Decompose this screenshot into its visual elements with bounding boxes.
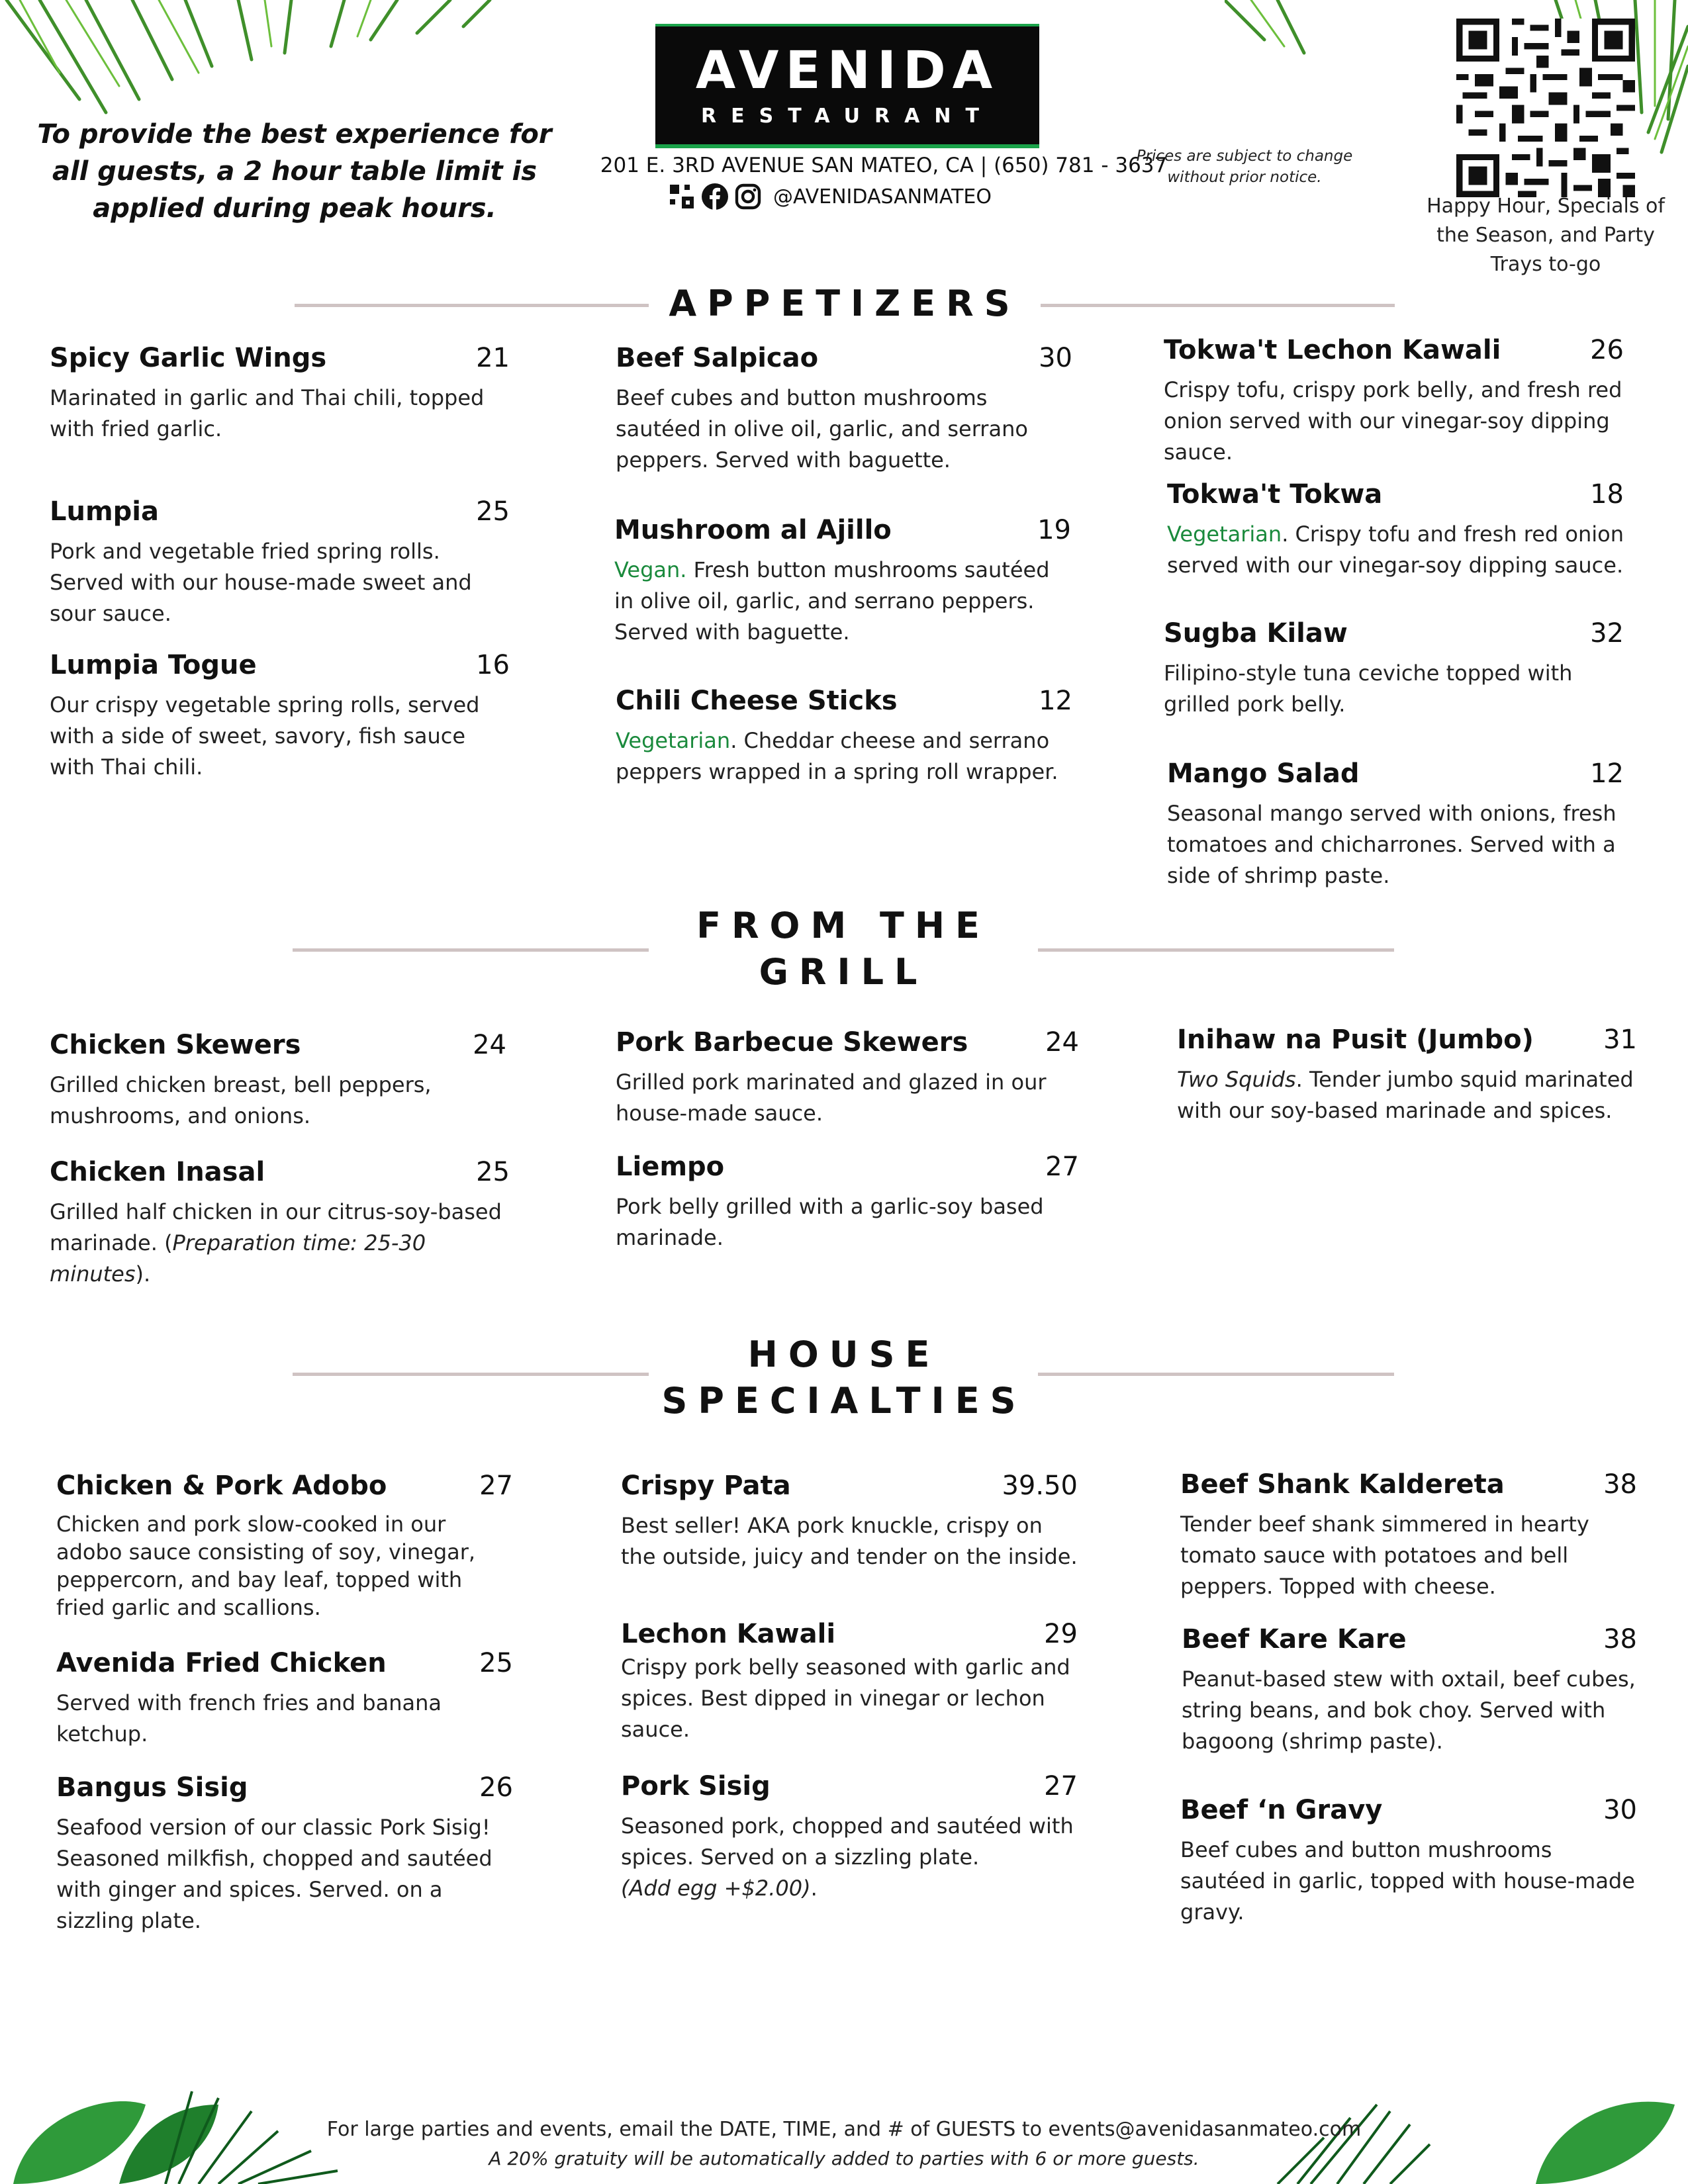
item-price: 32 (1590, 618, 1624, 649)
item-description: Beef cubes and button mushrooms sautéed in garlic, topped with house-made gravy. (1180, 1837, 1635, 1925)
item-price: 38 (1603, 1469, 1637, 1500)
item-description: Seafood version of our classic Pork Sisig! Seasoned milkfish, chopped and sautéed with ginger and spices. Served. on a sizzling plate. (56, 1815, 492, 1933)
menu-item (50, 1157, 510, 1290)
item-description: Crispy tofu, crispy pork belly, and fresh red onion served with our vinegar-soy dipping sauce. (1164, 377, 1622, 465)
item-description (621, 1811, 1078, 1904)
social-links (669, 180, 992, 213)
menu-item (616, 686, 1072, 788)
item-name: Beef ‘n Gravy (1180, 1795, 1383, 1825)
item-name: Pork Sisig (621, 1771, 771, 1801)
item-price: 38 (1603, 1624, 1637, 1655)
item-price: 25 (479, 1648, 513, 1678)
item-name: Tokwa't Tokwa (1167, 479, 1383, 510)
item-description: Filipino-style tuna ceviche topped with grilled pork belly. (1164, 660, 1573, 717)
item-price: 29 (1044, 1619, 1078, 1649)
section-title-grill (649, 903, 1038, 995)
item-description (1167, 519, 1624, 581)
item-name: Spicy Garlic Wings (50, 343, 327, 373)
restaurant-logo (655, 24, 1039, 148)
item-description: Chicken and pork slow-cooked in our adobo sauce consisting of soy, vinegar, peppercorn, and bay leaf, topped with fried garlic and scallions. (56, 1512, 476, 1620)
item-name: Beef Shank Kaldereta (1180, 1469, 1505, 1500)
item-description: Beef cubes and button mushrooms sautéed in olive oil, garlic, and serrano peppers. Served with baguette. (616, 385, 1028, 473)
item-description: Served with french fries and banana ketchup. (56, 1690, 442, 1747)
vegetarian-tag: Vegetarian (1167, 522, 1282, 547)
item-name: Chicken & Pork Adobo (56, 1471, 387, 1501)
item-price: 30 (1603, 1795, 1637, 1825)
item-name: Chicken Inasal (50, 1157, 265, 1187)
item-name: Mushroom al Ajillo (614, 515, 892, 545)
section-title-line: FROM THE (696, 905, 990, 946)
item-description-text: . Crispy tofu and fresh red onion served with our vinegar-soy dipping sauce. (1167, 522, 1624, 578)
qr-small-icon (669, 183, 695, 210)
section-rule (293, 1373, 649, 1376)
item-name: Liempo (616, 1152, 725, 1182)
qr-code[interactable] (1456, 19, 1635, 197)
item-name: Tokwa't Lechon Kawali (1164, 335, 1501, 365)
item-name: Avenida Fried Chicken (56, 1648, 387, 1678)
section-rule (295, 304, 649, 307)
item-price: 27 (479, 1471, 513, 1501)
logo-name: AVENIDA (695, 41, 1000, 101)
item-description: Peanut-based stew with oxtail, beef cubes, string beans, and bok choy. Served with bagoong (shrimp paste). (1182, 1666, 1636, 1754)
section-title-line: HOUSE (747, 1334, 941, 1375)
restaurant-address: 201 E. 3RD AVENUE SAN MATEO, CA | (650) 781 - 3637 (600, 154, 1168, 177)
item-description: Tender beef shank simmered in hearty tomato sauce with potatoes and bell peppers. Topped with cheese. (1180, 1512, 1589, 1599)
price-change-note: Prices are subject to change without prior notice. (1136, 148, 1353, 186)
item-description-text: Grilled half chicken in our citrus-soy-based marinade. ( (50, 1199, 502, 1255)
item-name: Chili Cheese Sticks (616, 686, 898, 716)
gratuity-note: A 20% gratuity will be automatically added to parties with 6 or more guests. (489, 2148, 1199, 2169)
section-title-line: GRILL (759, 951, 928, 993)
menu-item (56, 1772, 513, 1936)
table-limit-policy: To provide the best experience for all guests, a 2 hour table limit is applied during peak hours. (37, 119, 552, 224)
item-description: Pork belly grilled with a garlic-soy based marinade. (616, 1194, 1044, 1250)
item-description: Crispy pork belly seasoned with garlic and spices. Best dipped in vinegar or lechon sauce. (621, 1655, 1070, 1742)
menu-item (616, 343, 1072, 476)
social-handle[interactable]: @AVENIDASANMATEO (773, 185, 992, 208)
item-name: Pork Barbecue Skewers (616, 1027, 968, 1058)
item-name: Sugba Kilaw (1164, 618, 1348, 649)
item-description-lead: Two Squids (1177, 1067, 1296, 1092)
menu-item (621, 1619, 1078, 1745)
section-rule (1041, 304, 1395, 307)
item-price: 12 (1039, 686, 1072, 716)
menu-item (621, 1771, 1078, 1904)
vegetarian-tag: Vegetarian (616, 728, 731, 753)
item-price: 31 (1603, 1024, 1637, 1055)
item-description (616, 725, 1072, 788)
menu-item (1182, 1624, 1637, 1757)
menu-item (621, 1471, 1078, 1572)
menu-item (616, 1027, 1079, 1129)
item-price: 27 (1044, 1771, 1078, 1801)
menu-item (50, 1030, 506, 1132)
menu-item (1167, 479, 1624, 581)
item-price: 26 (479, 1772, 513, 1803)
item-name: Beef Kare Kare (1182, 1624, 1407, 1655)
menu-item (1177, 1024, 1637, 1126)
menu-item (614, 515, 1071, 648)
item-price: 12 (1590, 758, 1624, 789)
instagram-icon[interactable] (735, 183, 761, 210)
item-description-text: Seasoned pork, chopped and sautéed with spices. Served on a sizzling plate. (621, 1813, 1074, 1870)
item-description-text: . Cheddar cheese and serrano peppers wrapped in a spring roll wrapper. (616, 728, 1058, 784)
menu-item (1180, 1469, 1637, 1602)
item-price: 24 (473, 1030, 506, 1060)
item-description-end: ). (135, 1261, 151, 1287)
item-price: 21 (476, 343, 510, 373)
item-price: 39.50 (1002, 1471, 1078, 1501)
section-title-appetizers: APPETIZERS (669, 283, 1021, 324)
section-title-house-specialties (635, 1332, 1053, 1424)
large-party-note: For large parties and events, email the DATE, TIME, and # of GUESTS to events@avenidasanmateo.com (326, 2118, 1362, 2141)
item-description: Pork and vegetable fried spring rolls. Served with our house-made sweet and sour sauce. (50, 539, 472, 626)
add-on-note: (Add egg +$2.00) (621, 1876, 811, 1901)
item-price: 16 (476, 650, 510, 680)
item-description: Best seller! AKA pork knuckle, crispy on the outside, juicy and tender on the inside. (621, 1513, 1078, 1569)
item-name: Lumpia (50, 496, 159, 527)
item-description-end: . (810, 1876, 818, 1901)
menu-item (1167, 758, 1624, 891)
item-description: Our crispy vegetable spring rolls, served with a side of sweet, savory, fish sauce with Thai chili. (50, 692, 480, 780)
section-rule (1038, 1373, 1394, 1376)
item-name: Lumpia Togue (50, 650, 257, 680)
preparation-time: Preparation time: 25-30 minutes (50, 1230, 426, 1287)
item-price: 26 (1590, 335, 1624, 365)
item-price: 18 (1590, 479, 1624, 510)
section-rule (1038, 948, 1394, 952)
menu-item (50, 343, 510, 445)
menu-item (616, 1152, 1079, 1253)
item-description (50, 1197, 510, 1290)
item-price: 24 (1045, 1027, 1079, 1058)
item-description-text: . Tender jumbo squid marinated with our soy-based marinade and spices. (1177, 1067, 1634, 1123)
item-description: Grilled pork marinated and glazed in our house-made sauce. (616, 1069, 1047, 1126)
item-name: Chicken Skewers (50, 1030, 301, 1060)
item-description-text: Fresh button mushrooms sautéed in olive oil, garlic, and serrano peppers. Served with baguette. (614, 557, 1050, 645)
logo-subtitle: RESTAURANT (701, 105, 994, 128)
item-name: Beef Salpicao (616, 343, 819, 373)
item-description (614, 555, 1071, 648)
menu-item (50, 650, 510, 783)
menu-item (1180, 1795, 1637, 1928)
item-name: Bangus Sisig (56, 1772, 248, 1803)
facebook-icon[interactable] (702, 183, 728, 210)
item-name: Crispy Pata (621, 1471, 791, 1501)
item-name: Inihaw na Pusit (Jumbo) (1177, 1024, 1534, 1055)
item-price: 27 (1045, 1152, 1079, 1182)
menu-item (50, 496, 510, 629)
menu-item (1164, 618, 1624, 720)
item-name: Lechon Kawali (621, 1619, 836, 1649)
item-price: 25 (476, 496, 510, 527)
item-description: Seasonal mango served with onions, fresh tomatoes and chicharrones. Served with a side of shrimp paste. (1167, 801, 1617, 888)
item-name: Mango Salad (1167, 758, 1360, 789)
section-rule (293, 948, 649, 952)
item-description (1177, 1064, 1637, 1126)
section-title-line: SPECIALTIES (661, 1380, 1027, 1422)
item-description: Marinated in garlic and Thai chili, topped with fried garlic. (50, 385, 485, 441)
menu-item (56, 1471, 513, 1621)
item-price: 25 (476, 1157, 510, 1187)
item-price: 30 (1039, 343, 1072, 373)
menu-item (1164, 335, 1624, 468)
item-price: 19 (1037, 515, 1071, 545)
item-description: Grilled chicken breast, bell peppers, mushrooms, and onions. (50, 1072, 432, 1128)
vegan-tag: Vegan. (614, 557, 687, 582)
qr-caption: Happy Hour, Specials of the Season, and Party Trays to-go (1427, 195, 1665, 276)
menu-item (56, 1648, 513, 1750)
